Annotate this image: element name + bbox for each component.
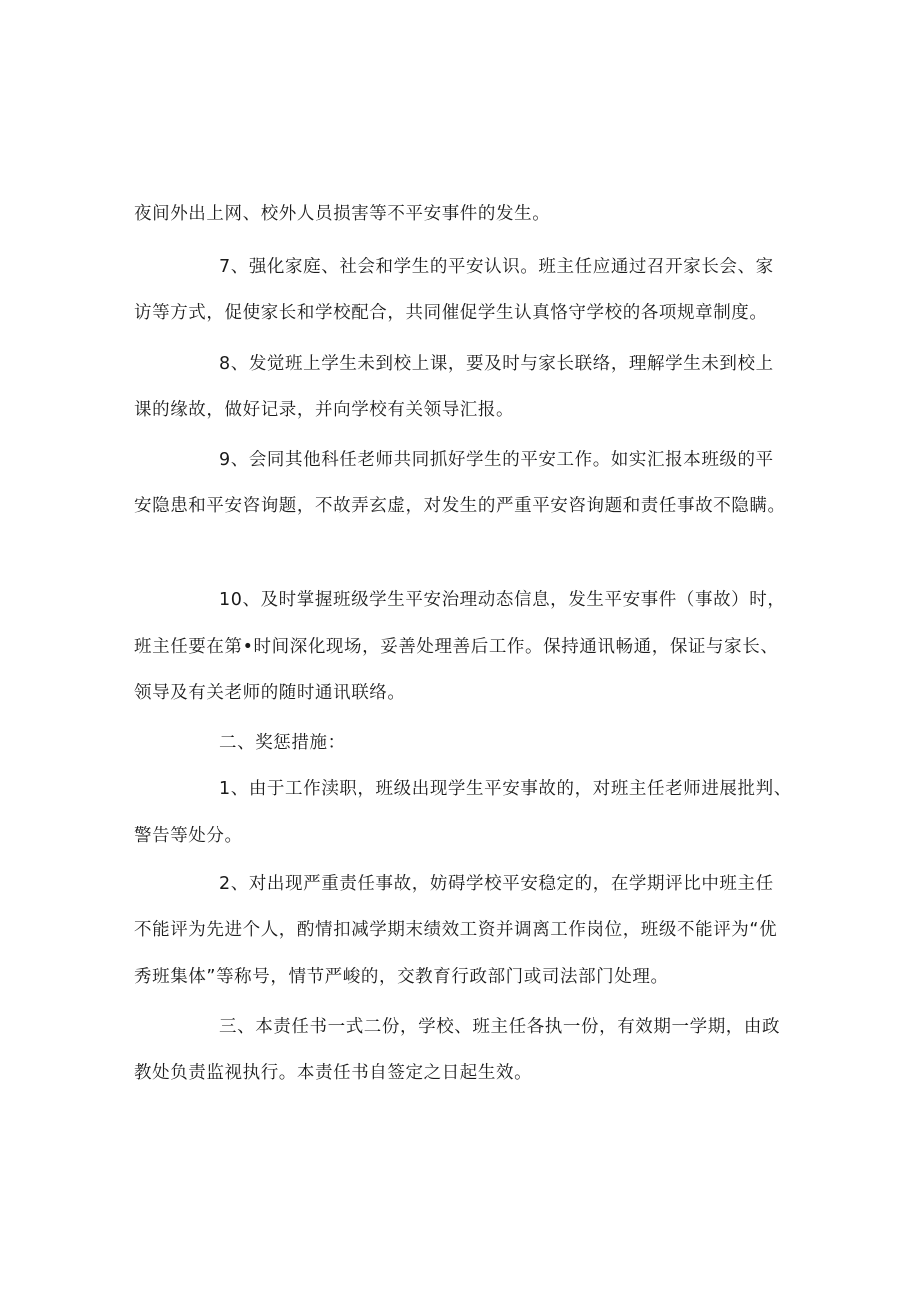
penalty-1-line-1: 1、由于工作渎职，班级出现学生平安事故的，对班主任老师进展批判、 bbox=[219, 779, 792, 799]
penalty-2-line-1: 2、对出现严重责任事故，妨碍学校平安稳定的，在学期评比中班主任 bbox=[219, 874, 774, 894]
section-heading-rewards-penalties: 二、奖惩措施： bbox=[219, 733, 346, 753]
item-10-line-3: 领导及有关老师的随时通讯联络。 bbox=[134, 683, 406, 703]
penalty-1-line-2: 警告等处分。 bbox=[134, 826, 243, 846]
item-9-line-1: 9、会同其他科任老师共同抓好学生的平安工作。如实汇报本班级的平 bbox=[219, 450, 774, 470]
item-9-line-2: 安隐患和平安咨询题，不故弄玄虚，对发生的严重平安咨询题和责任事故不隐瞒。 bbox=[134, 496, 786, 516]
item-10-line-2: 班主任要在第•时间深化现场，妥善处理善后工作。保持通讯畅通，保证与家长、 bbox=[134, 637, 779, 657]
section-3-line-1: 三、本责任书一式二份，学校、班主任各执一份，有效期一学期，由政 bbox=[219, 1017, 781, 1037]
text-line-continuation: 夜间外出上网、校外人员损害等不平安事件的发生。 bbox=[134, 204, 551, 224]
item-7-line-1: 7、强化家庭、社会和学生的平安认识。班主任应通过召开家长会、家 bbox=[219, 257, 774, 277]
penalty-2-line-3: 秀班集体”等称号，情节严峻的，交教育行政部门或司法部门处理。 bbox=[134, 967, 669, 987]
item-10-line-1: 10、及时掌握班级学生平安治理动态信息，发生平安事件（事故）时， bbox=[219, 590, 786, 610]
item-8-line-2: 课的缘故，做好记录，并向学校有关领导汇报。 bbox=[134, 400, 515, 420]
penalty-2-line-2: 不能评为先进个人，酌情扣减学期末绩效工资并调离工作岗位，班级不能评为“优 bbox=[134, 920, 778, 940]
item-8-line-1: 8、发觉班上学生未到校上课，要及时与家长联络，理解学生未到校上 bbox=[219, 354, 774, 374]
item-7-line-2: 访等方式，促使家长和学校配合，共同催促学生认真恪守学校的各项规章制度。 bbox=[134, 303, 768, 323]
section-3-line-2: 教处负责监视执行。本责任书自签定之日起生效。 bbox=[134, 1063, 533, 1083]
